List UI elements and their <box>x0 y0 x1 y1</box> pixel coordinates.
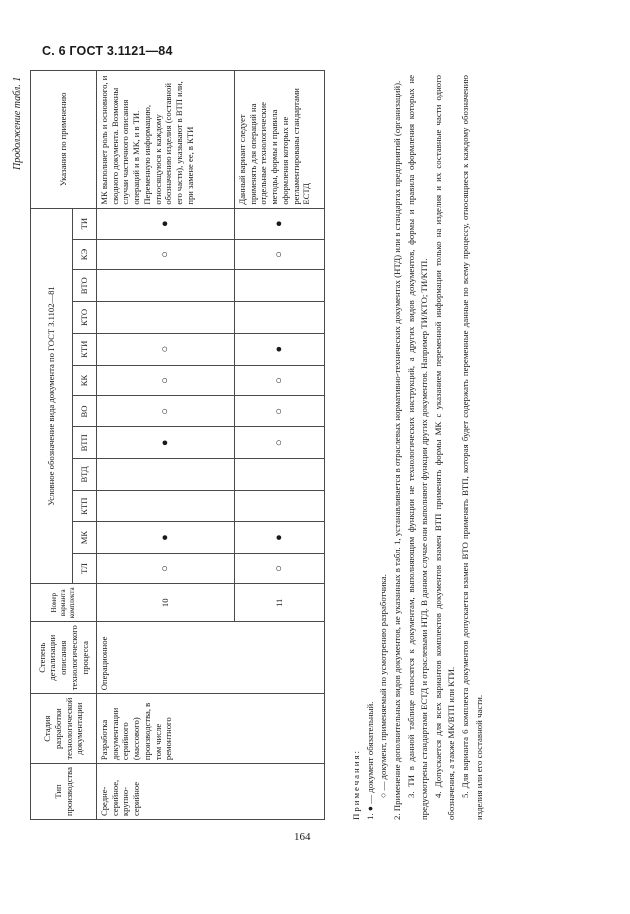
doc-code: ТИ <box>73 208 97 239</box>
cell-stage: Разработка документации серийного (массового) производства, в том числе ремонтного <box>97 694 325 764</box>
note-item: ○ — документ, применяемый по усмотрению разработчика. <box>378 574 389 798</box>
mark-cell: ○ <box>235 365 325 396</box>
notes-section <box>350 75 486 820</box>
note-item: 3. ТИ в данной таблице относятся к документам, выполняющим функции не технологических инструкций, а других видов документов, формы и правила оформления которых не предусмотрены стандартами ЕСТД и отраслевыми НТД. В данном случае они выполняют функции других документов. Например ТИ/КТО; ТИ/КТП. <box>405 75 430 820</box>
mark-cell <box>235 490 325 522</box>
mark-cell: ○ <box>235 239 325 270</box>
header-production-type: Тип производства <box>31 764 97 820</box>
continuation-label: Продолжение табл. 1 <box>12 76 23 170</box>
note-item: 1. ● — документ обязательный. <box>364 701 375 820</box>
doc-code: КК <box>73 365 97 396</box>
header-doc-group: Условное обозначение вида документа по ГОСТ 3.1102—81 <box>31 208 73 584</box>
cell-detail-level: Операционное <box>97 622 325 694</box>
document-table <box>30 70 325 820</box>
mark-cell: ○ <box>97 396 235 427</box>
cell-variant: 10 <box>97 584 235 622</box>
mark-cell <box>235 302 325 334</box>
cell-variant: 11 <box>235 584 325 622</box>
mark-cell: ○ <box>97 553 235 584</box>
doc-code: КТП <box>73 490 97 522</box>
header-stage: Стадия разработки технологической документации <box>31 694 97 764</box>
doc-code: ВТО <box>73 270 97 302</box>
doc-code: ВТД <box>73 459 97 491</box>
mark-cell: ● <box>97 208 235 239</box>
mark-cell: ○ <box>235 427 325 459</box>
mark-cell: ○ <box>97 333 235 365</box>
mark-cell: ● <box>97 427 235 459</box>
cell-production-type: Средне-серийное, крупно-серийное <box>97 764 325 820</box>
header-detail-level: Степень детализации описания технологического процесса <box>31 622 97 694</box>
mark-cell <box>97 270 235 302</box>
doc-code: ВО <box>73 396 97 427</box>
mark-cell <box>97 302 235 334</box>
mark-cell: ● <box>235 522 325 553</box>
mark-cell <box>235 270 325 302</box>
mark-cell <box>97 459 235 491</box>
rotated-page-content <box>10 70 550 830</box>
mark-cell: ● <box>235 333 325 365</box>
mark-cell: ● <box>235 208 325 239</box>
cell-instructions: Данный вариант следует применять для операций на отдельные технологические методы, формы и правила оформления которых не регламентированы стандартами ЕСТД <box>235 71 325 209</box>
note-item: 5. Для варианта 6 комплекта документов допускается взамен ВТО применять ВТП, которая будет содержать переменные данные по всему процессу, относящиеся к каждому обозначению изделия или его составной части. <box>460 75 484 820</box>
note-item: 2. Применение дополнительных видов документов, не указанных в табл. 1, устанавливается в отраслевых нормативно-технических документах (НТД) или в стандартах предприятий (организаций). <box>391 80 402 820</box>
doc-code: ТЛ <box>73 553 97 584</box>
mark-cell <box>97 490 235 522</box>
doc-code: ВТП <box>73 427 97 459</box>
header-instructions: Указания по применению <box>31 71 97 209</box>
doc-code: КТИ <box>73 333 97 365</box>
header-variant: Номер варианта комплекта <box>31 584 97 622</box>
doc-code: МК <box>73 522 97 553</box>
cell-instructions: МК выполняет роль и основного, и сводного документа. Возможны случаи частичного описания операций и в МК, и в ТИ. Переменную информацию, относящуюся к каждому обозначению изделия (составной его части), указывают в ВТП или, при замене ее, в КТИ <box>97 71 235 209</box>
mark-cell: ○ <box>235 553 325 584</box>
page-header: С. 6 ГОСТ 3.1121—84 <box>42 44 173 58</box>
notes-title: Примечания: <box>351 749 361 820</box>
note-item: 4. Допускается для всех вариантов комплектов документов взамен ВТП применять формы МК с указанием переменной информации только на изделия и их составные части одного обозначения, а также МК/ВТП или КТИ. <box>432 75 457 820</box>
doc-code: КТО <box>73 302 97 334</box>
mark-cell: ● <box>97 522 235 553</box>
page-number: 164 <box>294 831 311 843</box>
doc-code: КЭ <box>73 239 97 270</box>
mark-cell: ○ <box>235 396 325 427</box>
mark-cell: ○ <box>97 365 235 396</box>
mark-cell <box>235 459 325 491</box>
mark-cell: ○ <box>97 239 235 270</box>
